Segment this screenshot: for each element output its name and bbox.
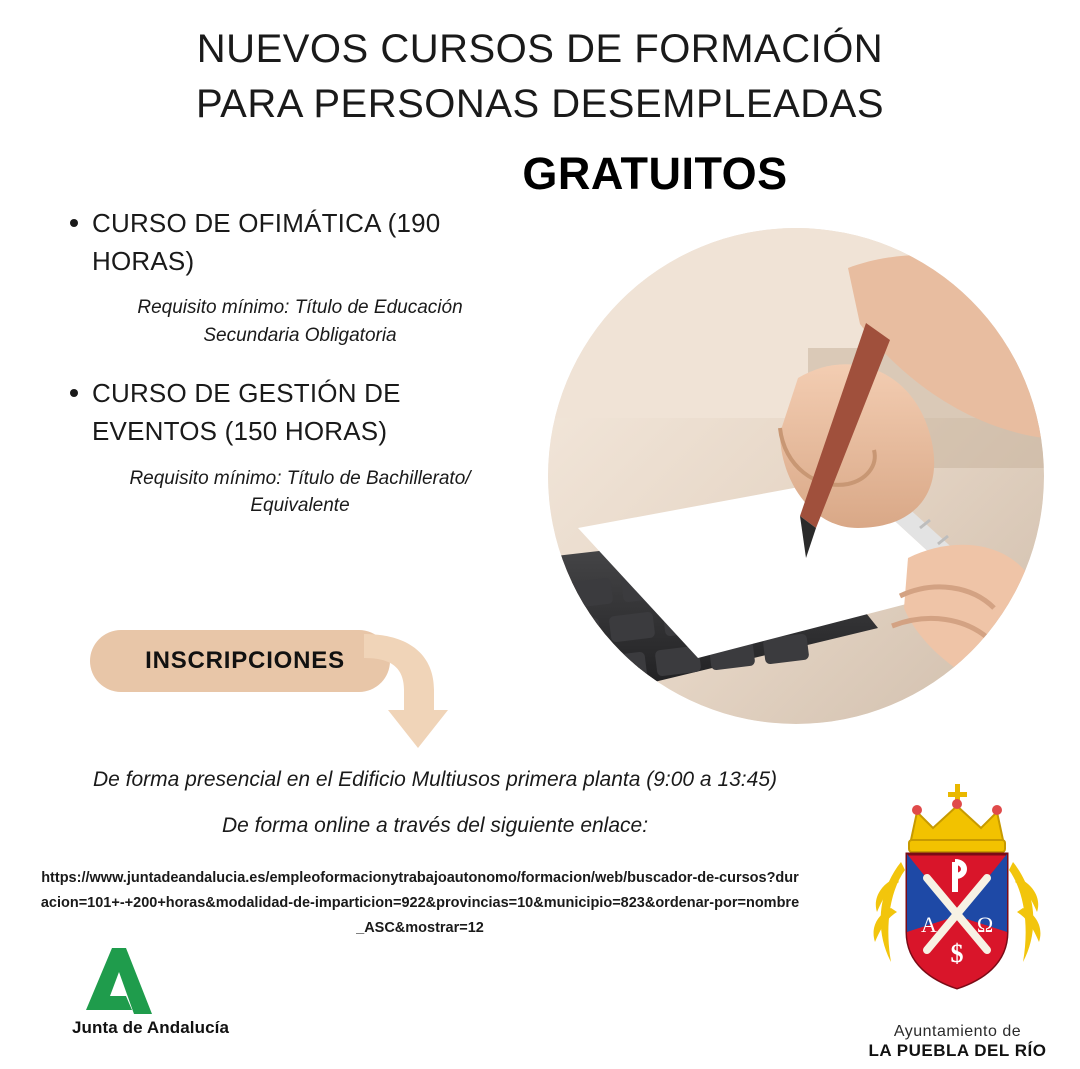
svg-text:A: A <box>921 912 937 937</box>
page-title <box>0 22 1080 132</box>
junta-label: Junta de Andalucía <box>72 1018 230 1037</box>
junta-a-icon <box>82 948 154 1014</box>
svg-text:$: $ <box>950 939 964 968</box>
junta-de-andalucia-logo <box>72 948 272 1038</box>
inscripciones-button[interactable] <box>90 630 390 692</box>
curved-arrow-icon <box>360 628 450 753</box>
registration-link[interactable]: https://www.juntadeandalucia.es/empleoformacionytrabajoautonomo/formacion/web/buscador-de-cursos?duracion=101+-+200+horas&modalidad-de-imparticion=922&provincias=10&municipio=823&ordenar-por=nombre_ASC&mostrar=12 <box>40 870 800 936</box>
page-title-line-1: NUEVOS CURSOS DE FORMACIÓN <box>196 27 884 71</box>
bullet-icon <box>70 389 78 397</box>
course-requirement: Requisito mínimo: Título de Educación Secundaria Obligatoria <box>137 297 463 346</box>
photo-person-writing <box>548 228 1044 724</box>
list-item <box>60 205 530 280</box>
bullet-icon <box>70 219 78 227</box>
course-title: CURSO DE OFIMÁTICA (190 HORAS) <box>92 208 441 276</box>
info-online: De forma online a través del siguiente enlace: <box>221 814 649 837</box>
list-item <box>60 375 530 450</box>
ayuntamiento-logo <box>855 782 1060 1061</box>
gratuitos-badge: GRATUITOS <box>522 148 788 199</box>
ayuntamiento-crest-icon <box>855 782 1060 1019</box>
course-requirement: Requisito mínimo: Título de Bachillerato/ Equivalente <box>129 467 471 517</box>
page-title-line-2: PARA PERSONAS DESEMPLEADAS <box>195 82 885 127</box>
inscripciones-button-label: INSCRIPCIONES <box>145 647 345 674</box>
courses-list <box>60 205 530 546</box>
course-title: CURSO DE GESTIÓN DE EVENTOS (150 HORAS) <box>92 378 401 447</box>
ayuntamiento-line-1: Ayuntamiento de <box>893 1023 1022 1040</box>
info-presencial: De forma presencial en el Edificio Multiusos primera planta (9:00 a 13:45) <box>92 768 777 791</box>
svg-text:Ω: Ω <box>976 912 994 937</box>
ayuntamiento-line-2: LA PUEBLA DEL RÍO <box>868 1041 1047 1060</box>
